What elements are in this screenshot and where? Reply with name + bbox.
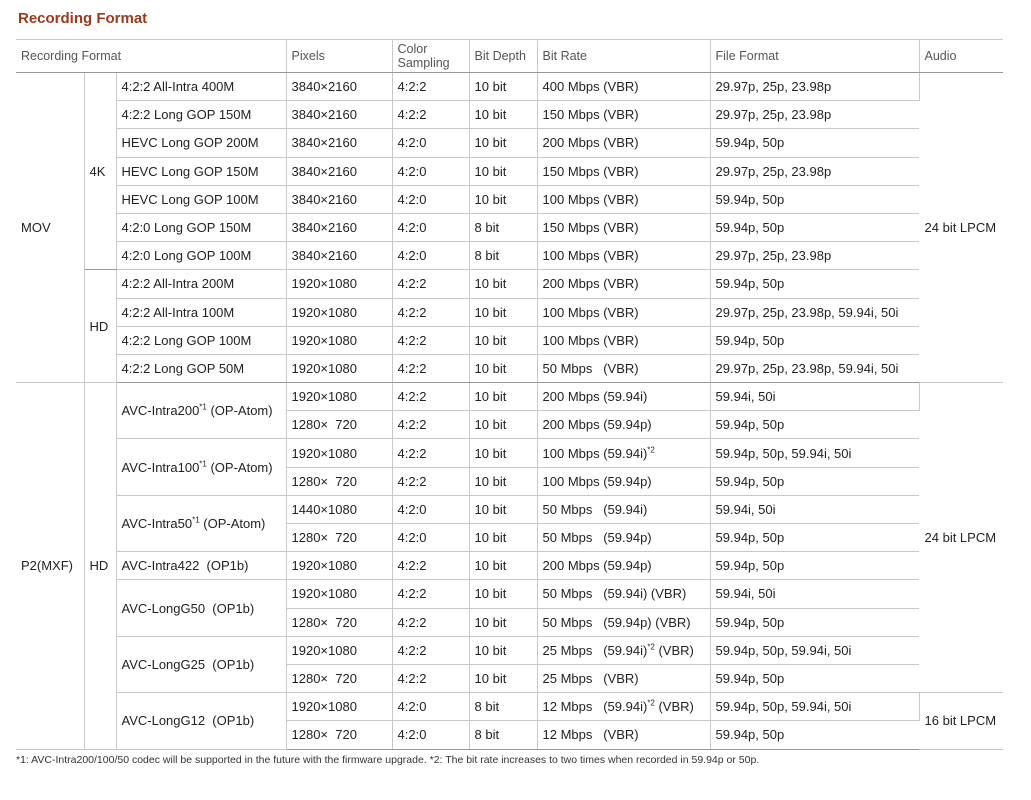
codec-name: AVC-Intra50: [121, 516, 193, 531]
codec-cell: HEVC Long GOP 150M: [116, 157, 286, 185]
pixels-cell: 1920×1080: [286, 383, 392, 411]
table-row: [16, 213, 1003, 241]
fileformat-cell: 59.94p, 50p: [710, 721, 919, 749]
recording-format-table: [16, 39, 1003, 750]
bitrate-value: 200 Mbps (59.94p): [542, 558, 652, 574]
bitrate-cell: 150 Mbps (VBR): [537, 157, 710, 185]
fileformat-cell: 59.94i, 50i: [710, 580, 919, 608]
bitrate-value: 12 Mbps (VBR): [542, 727, 639, 743]
sampling-cell: 4:2:2: [392, 467, 469, 495]
bitrate-cell: 100 Mbps (VBR): [537, 242, 710, 270]
table-row: [16, 185, 1003, 213]
bitrate-footnote-mark: *2: [647, 445, 655, 455]
container-p2: P2(MXF): [16, 383, 84, 749]
fileformat-cell: 59.94p, 50p: [710, 213, 919, 241]
sampling-cell: 4:2:0: [392, 524, 469, 552]
pixels-cell: 1920×1080: [286, 326, 392, 354]
depth-cell: 10 bit: [469, 157, 537, 185]
codec-cell: [116, 693, 286, 749]
bitrate-cell: 200 Mbps (VBR): [537, 129, 710, 157]
pixels-cell: 1920×1080: [286, 552, 392, 580]
codec-name: AVC-LongG50 (OP1b): [121, 600, 255, 616]
fileformat-cell: 29.97p, 25p, 23.98p: [710, 157, 919, 185]
pixels-cell: 1280× 720: [286, 721, 392, 749]
bitrate-value: 50 Mbps (59.94i): [542, 501, 648, 517]
depth-cell: 10 bit: [469, 185, 537, 213]
bitrate-value: 50 Mbps (59.94i) (VBR): [542, 586, 687, 602]
table-row: [16, 242, 1003, 270]
depth-cell: 10 bit: [469, 101, 537, 129]
sampling-cell: 4:2:2: [392, 326, 469, 354]
pixels-cell: 3840×2160: [286, 213, 392, 241]
codec-cell: [116, 636, 286, 692]
codec-cell: 4:2:0 Long GOP 100M: [116, 242, 286, 270]
sampling-cell: 4:2:0: [392, 242, 469, 270]
table-row: [16, 580, 1003, 608]
audio-p2-24bit: 24 bit LPCM: [919, 383, 1003, 693]
container-mov: MOV: [16, 73, 84, 383]
bitrate-cell: [537, 636, 710, 664]
codec-cell: [116, 552, 286, 580]
fileformat-cell: 29.97p, 25p, 23.98p, 59.94i, 50i: [710, 354, 919, 382]
codec-cell: 4:2:2 All-Intra 400M: [116, 73, 286, 101]
codec-name: AVC-Intra100: [121, 459, 200, 475]
depth-cell: 8 bit: [469, 721, 537, 749]
sampling-cell: 4:2:2: [392, 270, 469, 298]
codec-cell: 4:2:2 All-Intra 100M: [116, 298, 286, 326]
table-row: [16, 298, 1003, 326]
header-row: [16, 40, 1003, 73]
pixels-cell: 1920×1080: [286, 270, 392, 298]
sampling-cell: 4:2:2: [392, 383, 469, 411]
depth-cell: 10 bit: [469, 580, 537, 608]
fileformat-cell: 29.97p, 25p, 23.98p: [710, 73, 919, 101]
fileformat-cell: 29.97p, 25p, 23.98p, 59.94i, 50i: [710, 298, 919, 326]
codec-name: AVC-LongG25 (OP1b): [121, 656, 255, 672]
sampling-cell: 4:2:2: [392, 552, 469, 580]
bitrate-value: 100 Mbps (59.94i): [542, 445, 648, 461]
header-color-sampling: Color Sampling: [392, 40, 469, 73]
depth-cell: 10 bit: [469, 467, 537, 495]
depth-cell: 8 bit: [469, 242, 537, 270]
codec-name: AVC-LongG12 (OP1b): [121, 713, 255, 729]
bitrate-footnote-mark: *2: [647, 698, 655, 708]
pixels-cell: 1280× 720: [286, 524, 392, 552]
pixels-cell: 1920×1080: [286, 298, 392, 326]
page-title: Recording Format: [18, 10, 148, 27]
table-row: [16, 326, 1003, 354]
codec-cell: 4:2:2 Long GOP 50M: [116, 354, 286, 382]
bitrate-value: 50 Mbps (59.94p): [542, 530, 652, 546]
bitrate-cell: [537, 411, 710, 439]
sampling-cell: 4:2:2: [392, 439, 469, 467]
bitrate-cell: [537, 439, 710, 467]
sampling-cell: 4:2:0: [392, 495, 469, 523]
depth-cell: 10 bit: [469, 383, 537, 411]
fileformat-cell: 59.94p, 50p: [710, 608, 919, 636]
footnote: *1: AVC-Intra200/100/50 codec will be supported in the future with the firmware upgrade. *2: The bit rate increases to two times when recorded in 59.94p or 50p.: [16, 754, 760, 766]
fileformat-cell: 59.94p, 50p: [710, 270, 919, 298]
sampling-cell: 4:2:2: [392, 298, 469, 326]
bitrate-value: 50 Mbps (59.94p) (VBR): [542, 614, 691, 630]
bitrate-cell: [537, 693, 710, 721]
fileformat-cell: 59.94p, 50p: [710, 664, 919, 692]
table-row: [16, 383, 1003, 411]
depth-cell: 10 bit: [469, 73, 537, 101]
header-bit-depth: Bit Depth: [469, 40, 537, 73]
codec-suffix: (OP-Atom): [206, 459, 273, 475]
fileformat-cell: 29.97p, 25p, 23.98p: [710, 242, 919, 270]
bitrate-cell: 150 Mbps (VBR): [537, 101, 710, 129]
bitrate-cell: [537, 721, 710, 749]
sampling-cell: 4:2:0: [392, 157, 469, 185]
bitrate-cell: 400 Mbps (VBR): [537, 73, 710, 101]
audio-mov: 24 bit LPCM: [919, 73, 1003, 383]
bitrate-tail: (VBR): [654, 642, 694, 658]
codec-suffix: (OP-Atom): [199, 516, 266, 531]
codec-cell: [116, 383, 286, 439]
depth-cell: 8 bit: [469, 213, 537, 241]
codec-cell: [116, 495, 286, 551]
depth-cell: 10 bit: [469, 354, 537, 382]
sampling-cell: 4:2:2: [392, 636, 469, 664]
fileformat-cell: 59.94p, 50p: [710, 129, 919, 157]
pixels-cell: 1920×1080: [286, 693, 392, 721]
codec-footnote-mark: *1: [199, 459, 207, 469]
table-body: [16, 73, 1003, 750]
sampling-cell: 4:2:2: [392, 411, 469, 439]
fileformat-cell: 59.94p, 50p: [710, 524, 919, 552]
fileformat-cell: 29.97p, 25p, 23.98p: [710, 101, 919, 129]
depth-cell: 8 bit: [469, 693, 537, 721]
depth-cell: 10 bit: [469, 608, 537, 636]
codec-cell: [116, 439, 286, 495]
fileformat-cell: 59.94p, 50p: [710, 552, 919, 580]
bitrate-cell: 100 Mbps (VBR): [537, 185, 710, 213]
depth-cell: 10 bit: [469, 129, 537, 157]
table-row: [16, 439, 1003, 467]
depth-cell: 10 bit: [469, 270, 537, 298]
sampling-cell: 4:2:0: [392, 693, 469, 721]
codec-cell: 4:2:2 Long GOP 100M: [116, 326, 286, 354]
fileformat-cell: 59.94i, 50i: [710, 495, 919, 523]
table-row: [16, 636, 1003, 664]
codec-cell: [116, 580, 286, 636]
bitrate-value: 12 Mbps (59.94i): [542, 699, 648, 715]
depth-cell: 10 bit: [469, 636, 537, 664]
pixels-cell: 1920×1080: [286, 439, 392, 467]
bitrate-footnote-mark: *2: [647, 642, 655, 652]
fileformat-cell: 59.94p, 50p, 59.94i, 50i: [710, 693, 919, 721]
pixels-cell: 1280× 720: [286, 467, 392, 495]
pixels-cell: 1280× 720: [286, 411, 392, 439]
bitrate-value: 25 Mbps (VBR): [542, 671, 639, 687]
resolution-hd-p2: HD: [84, 383, 116, 749]
depth-cell: 10 bit: [469, 664, 537, 692]
resolution-hd: HD: [84, 270, 116, 383]
table-row: [16, 693, 1003, 721]
bitrate-cell: [537, 383, 710, 411]
codec-cell: 4:2:2 All-Intra 200M: [116, 270, 286, 298]
bitrate-cell: 100 Mbps (VBR): [537, 298, 710, 326]
fileformat-cell: 59.94p, 50p: [710, 326, 919, 354]
bitrate-cell: [537, 580, 710, 608]
pixels-cell: 1920×1080: [286, 636, 392, 664]
pixels-cell: 1280× 720: [286, 664, 392, 692]
codec-suffix: (OP-Atom): [206, 403, 273, 419]
bitrate-cell: [537, 467, 710, 495]
table-row: [16, 73, 1003, 101]
bitrate-cell: 100 Mbps (VBR): [537, 326, 710, 354]
codec-footnote-mark: *1: [192, 515, 200, 525]
fileformat-cell: 59.94p, 50p, 59.94i, 50i: [710, 439, 919, 467]
sampling-cell: 4:2:0: [392, 721, 469, 749]
depth-cell: 10 bit: [469, 411, 537, 439]
pixels-cell: 3840×2160: [286, 157, 392, 185]
bitrate-cell: [537, 524, 710, 552]
pixels-cell: 3840×2160: [286, 101, 392, 129]
table-row: [16, 129, 1003, 157]
sampling-cell: 4:2:0: [392, 129, 469, 157]
codec-cell: HEVC Long GOP 100M: [116, 185, 286, 213]
fileformat-cell: 59.94p, 50p, 59.94i, 50i: [710, 636, 919, 664]
codec-footnote-mark: *1: [199, 402, 207, 412]
sampling-cell: 4:2:2: [392, 608, 469, 636]
pixels-cell: 3840×2160: [286, 73, 392, 101]
header-file-format: File Format: [710, 40, 919, 73]
bitrate-cell: [537, 495, 710, 523]
bitrate-cell: [537, 552, 710, 580]
resolution-4k: 4K: [84, 73, 116, 270]
bitrate-value: 200 Mbps (59.94p): [542, 417, 652, 433]
table-row: [16, 157, 1003, 185]
header-recording-format: Recording Format: [16, 40, 286, 73]
header-bit-rate: Bit Rate: [537, 40, 710, 73]
bitrate-cell: [537, 664, 710, 692]
fileformat-cell: 59.94i, 50i: [710, 383, 919, 411]
audio-p2-16bit: 16 bit LPCM: [919, 693, 1003, 749]
codec-cell: 4:2:0 Long GOP 150M: [116, 213, 286, 241]
fileformat-cell: 59.94p, 50p: [710, 467, 919, 495]
sampling-cell: 4:2:2: [392, 101, 469, 129]
bitrate-tail: (VBR): [654, 699, 694, 715]
pixels-cell: 1920×1080: [286, 580, 392, 608]
header-pixels: Pixels: [286, 40, 392, 73]
codec-name: AVC-Intra422 (OP1b): [121, 558, 249, 574]
sampling-cell: 4:2:2: [392, 580, 469, 608]
sampling-cell: 4:2:0: [392, 213, 469, 241]
pixels-cell: 1440×1080: [286, 495, 392, 523]
fileformat-cell: 59.94p, 50p: [710, 185, 919, 213]
pixels-cell: 3840×2160: [286, 129, 392, 157]
codec-cell: HEVC Long GOP 200M: [116, 129, 286, 157]
depth-cell: 10 bit: [469, 326, 537, 354]
table-row: [16, 552, 1003, 580]
bitrate-cell: 200 Mbps (VBR): [537, 270, 710, 298]
header-audio: Audio: [919, 40, 1003, 73]
bitrate-value: 200 Mbps (59.94i): [542, 389, 648, 405]
depth-cell: 10 bit: [469, 495, 537, 523]
bitrate-cell: 150 Mbps (VBR): [537, 213, 710, 241]
table-row: [16, 270, 1003, 298]
sampling-cell: 4:2:2: [392, 664, 469, 692]
sampling-cell: 4:2:0: [392, 185, 469, 213]
fileformat-cell: 59.94p, 50p: [710, 411, 919, 439]
sampling-cell: 4:2:2: [392, 354, 469, 382]
bitrate-value: 25 Mbps (59.94i): [542, 642, 648, 658]
depth-cell: 10 bit: [469, 552, 537, 580]
depth-cell: 10 bit: [469, 439, 537, 467]
bitrate-value: 100 Mbps (59.94p): [542, 473, 652, 489]
depth-cell: 10 bit: [469, 298, 537, 326]
sampling-cell: 4:2:2: [392, 73, 469, 101]
bitrate-cell: [537, 608, 710, 636]
table-row: [16, 101, 1003, 129]
depth-cell: 10 bit: [469, 524, 537, 552]
pixels-cell: 1920×1080: [286, 354, 392, 382]
pixels-cell: 3840×2160: [286, 185, 392, 213]
codec-name: AVC-Intra200: [121, 403, 200, 419]
pixels-cell: 1280× 720: [286, 608, 392, 636]
bitrate-cell: 50 Mbps (VBR): [537, 354, 710, 382]
table-row: [16, 354, 1003, 382]
table-row: [16, 495, 1003, 523]
codec-cell: 4:2:2 Long GOP 150M: [116, 101, 286, 129]
pixels-cell: 3840×2160: [286, 242, 392, 270]
